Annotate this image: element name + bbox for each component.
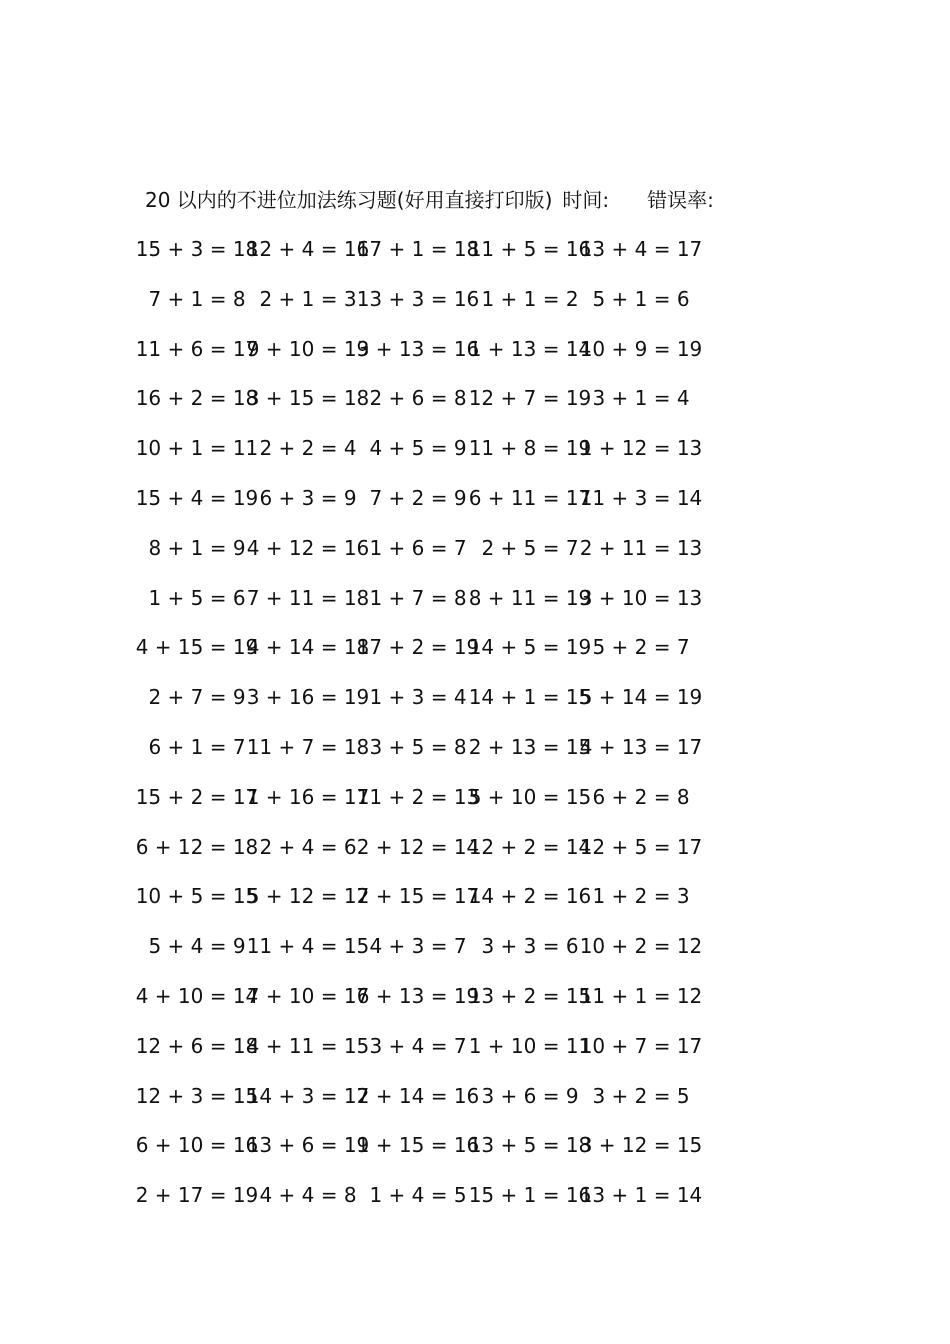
addition-problem: 11 + 1 = 12 [579, 984, 703, 1008]
problem-row [0, 1180, 950, 1210]
addition-problem: 12 + 4 = 16 [246, 237, 370, 261]
addition-problem: 4 + 4 = 8 [259, 1183, 357, 1208]
addition-problem: 11 + 8 = 19 [468, 436, 592, 461]
addition-problem: 17 + 1 = 18 [356, 237, 480, 261]
addition-problem: 7 + 11 = 18 [246, 585, 370, 610]
addition-problem: 11 + 4 = 15 [246, 934, 370, 959]
addition-problem: 4 + 15 = 19 [135, 635, 259, 660]
addition-problem: 10 + 5 = 15 [135, 884, 259, 909]
addition-problem: 3 + 12 = 15 [579, 1133, 703, 1158]
addition-problem: 1 + 15 = 16 [356, 1133, 480, 1158]
addition-problem: 7 + 10 = 17 [246, 984, 370, 1008]
addition-problem: 13 + 6 = 19 [246, 1133, 370, 1158]
addition-problem: 11 + 3 = 14 [579, 486, 703, 510]
addition-problem: 11 + 6 = 17 [135, 336, 259, 361]
addition-problem: 17 + 2 = 19 [356, 635, 480, 660]
addition-problem: 1 + 12 = 13 [579, 436, 703, 461]
problem-row [0, 1081, 950, 1111]
addition-problem: 12 + 7 = 19 [468, 386, 592, 411]
addition-problem: 5 + 10 = 15 [468, 784, 592, 809]
problem-row [0, 583, 950, 613]
problem-row [0, 234, 950, 264]
addition-problem: 10 + 1 = 11 [135, 436, 259, 461]
addition-problem: 1 + 2 = 3 [592, 884, 690, 909]
addition-problem: 1 + 6 = 7 [369, 535, 467, 560]
addition-problem: 14 + 3 = 17 [246, 1083, 370, 1108]
problem-row [0, 732, 950, 762]
addition-problem: 1 + 7 = 8 [369, 585, 467, 610]
addition-problem: 7 + 1 = 8 [148, 286, 246, 311]
addition-problem: 2 + 6 = 8 [369, 386, 467, 411]
addition-problem: 15 + 1 = 16 [468, 1183, 592, 1208]
addition-problem: 15 + 4 = 19 [135, 486, 259, 510]
problem-row [0, 1031, 950, 1061]
addition-problem: 1 + 1 = 2 [481, 286, 579, 311]
addition-problem: 6 + 10 = 16 [135, 1133, 259, 1158]
addition-problem: 3 + 5 = 8 [369, 735, 467, 759]
addition-problem: 2 + 13 = 15 [468, 735, 592, 759]
addition-problem: 4 + 12 = 16 [246, 535, 370, 560]
addition-problem: 2 + 12 = 14 [356, 834, 480, 859]
problem-row [0, 881, 950, 911]
addition-problem: 10 + 7 = 17 [579, 1033, 703, 1058]
addition-problem: 10 + 2 = 12 [579, 934, 703, 959]
error-rate-label: 错误率: [647, 188, 714, 212]
addition-problem: 13 + 1 = 14 [579, 1183, 703, 1208]
addition-problem: 3 + 6 = 9 [481, 1083, 579, 1108]
addition-problem: 2 + 17 = 19 [135, 1183, 259, 1208]
addition-problem: 5 + 1 = 6 [592, 286, 690, 311]
addition-problem: 8 + 1 = 9 [148, 535, 246, 560]
addition-problem: 6 + 12 = 18 [135, 834, 259, 859]
addition-problem: 1 + 5 = 6 [148, 585, 246, 610]
addition-problem: 16 + 2 = 18 [135, 386, 259, 411]
addition-problem: 9 + 10 = 19 [246, 336, 370, 361]
addition-problem: 6 + 3 = 9 [259, 486, 357, 510]
addition-problem: 3 + 10 = 13 [579, 585, 703, 610]
problem-row [0, 632, 950, 662]
addition-problem: 12 + 3 = 15 [135, 1083, 259, 1108]
addition-problem: 4 + 10 = 14 [135, 984, 259, 1008]
addition-problem: 1 + 13 = 14 [468, 336, 592, 361]
addition-problem: 11 + 7 = 18 [246, 735, 370, 759]
addition-problem: 13 + 2 = 15 [468, 984, 592, 1008]
addition-problem: 15 + 2 = 17 [135, 784, 259, 809]
addition-problem: 13 + 4 = 17 [579, 237, 703, 261]
addition-problem: 2 + 7 = 9 [148, 685, 246, 710]
addition-problem: 4 + 11 = 15 [246, 1033, 370, 1058]
problem-row [0, 334, 950, 364]
addition-problem: 4 + 5 = 9 [369, 436, 467, 461]
addition-problem: 13 + 3 = 16 [356, 286, 480, 311]
problem-row [0, 981, 950, 1011]
problem-row [0, 682, 950, 712]
addition-problem: 14 + 1 = 15 [468, 685, 592, 710]
addition-problem: 2 + 15 = 17 [356, 884, 480, 909]
addition-problem: 8 + 11 = 19 [468, 585, 592, 610]
addition-problem: 4 + 13 = 17 [579, 735, 703, 759]
addition-problem: 11 + 5 = 16 [468, 237, 592, 261]
addition-problem: 1 + 16 = 17 [246, 784, 370, 809]
addition-problem: 12 + 5 = 17 [579, 834, 703, 859]
addition-problem: 2 + 1 = 3 [259, 286, 357, 311]
worksheet-header [145, 186, 714, 214]
addition-problem: 2 + 5 = 7 [481, 535, 579, 560]
addition-problem: 5 + 4 = 9 [148, 934, 246, 959]
addition-problem: 12 + 2 = 14 [468, 834, 592, 859]
addition-problem: 3 + 16 = 19 [246, 685, 370, 710]
addition-problem: 6 + 2 = 8 [592, 784, 690, 809]
problem-row [0, 1130, 950, 1160]
problem-row [0, 782, 950, 812]
addition-problem: 6 + 13 = 19 [356, 984, 480, 1008]
addition-problem: 11 + 2 = 13 [356, 784, 480, 809]
addition-problem: 13 + 5 = 18 [468, 1133, 592, 1158]
addition-problem: 5 + 12 = 17 [246, 884, 370, 909]
addition-problem: 3 + 3 = 6 [481, 934, 579, 959]
addition-problem: 1 + 3 = 4 [369, 685, 467, 710]
addition-problem: 3 + 1 = 4 [592, 386, 690, 411]
addition-problem: 3 + 15 = 18 [246, 386, 370, 411]
worksheet-title: 20 以内的不进位加法练习题(好用直接打印版) [145, 188, 553, 212]
addition-problem: 3 + 13 = 16 [356, 336, 480, 361]
addition-problem: 1 + 10 = 11 [468, 1033, 592, 1058]
addition-problem: 5 + 2 = 7 [592, 635, 690, 660]
addition-problem: 4 + 3 = 7 [369, 934, 467, 959]
addition-problem: 10 + 9 = 19 [579, 336, 703, 361]
addition-problem: 4 + 14 = 18 [246, 635, 370, 660]
problem-row [0, 433, 950, 463]
addition-problem: 1 + 4 = 5 [369, 1183, 467, 1208]
problem-row [0, 832, 950, 862]
time-label: 时间: [562, 188, 610, 212]
addition-problem: 2 + 11 = 13 [579, 535, 703, 560]
problem-row [0, 483, 950, 513]
addition-problem: 2 + 14 = 16 [356, 1083, 480, 1108]
addition-problem: 12 + 6 = 18 [135, 1033, 259, 1058]
addition-problem: 3 + 2 = 5 [592, 1083, 690, 1108]
addition-problem: 2 + 2 = 4 [259, 436, 357, 461]
addition-problem: 5 + 14 = 19 [579, 685, 703, 710]
addition-problem: 6 + 1 = 7 [148, 735, 246, 759]
addition-problem: 15 + 3 = 18 [135, 237, 259, 261]
addition-problem: 6 + 11 = 17 [468, 486, 592, 510]
addition-problem: 7 + 2 = 9 [369, 486, 467, 510]
addition-problem: 3 + 4 = 7 [369, 1033, 467, 1058]
problem-row [0, 284, 950, 314]
problem-row [0, 931, 950, 961]
addition-problem: 2 + 4 = 6 [259, 834, 357, 859]
problem-row [0, 533, 950, 563]
addition-problem: 14 + 5 = 19 [468, 635, 592, 660]
problem-row [0, 383, 950, 413]
addition-problem: 14 + 2 = 16 [468, 884, 592, 909]
